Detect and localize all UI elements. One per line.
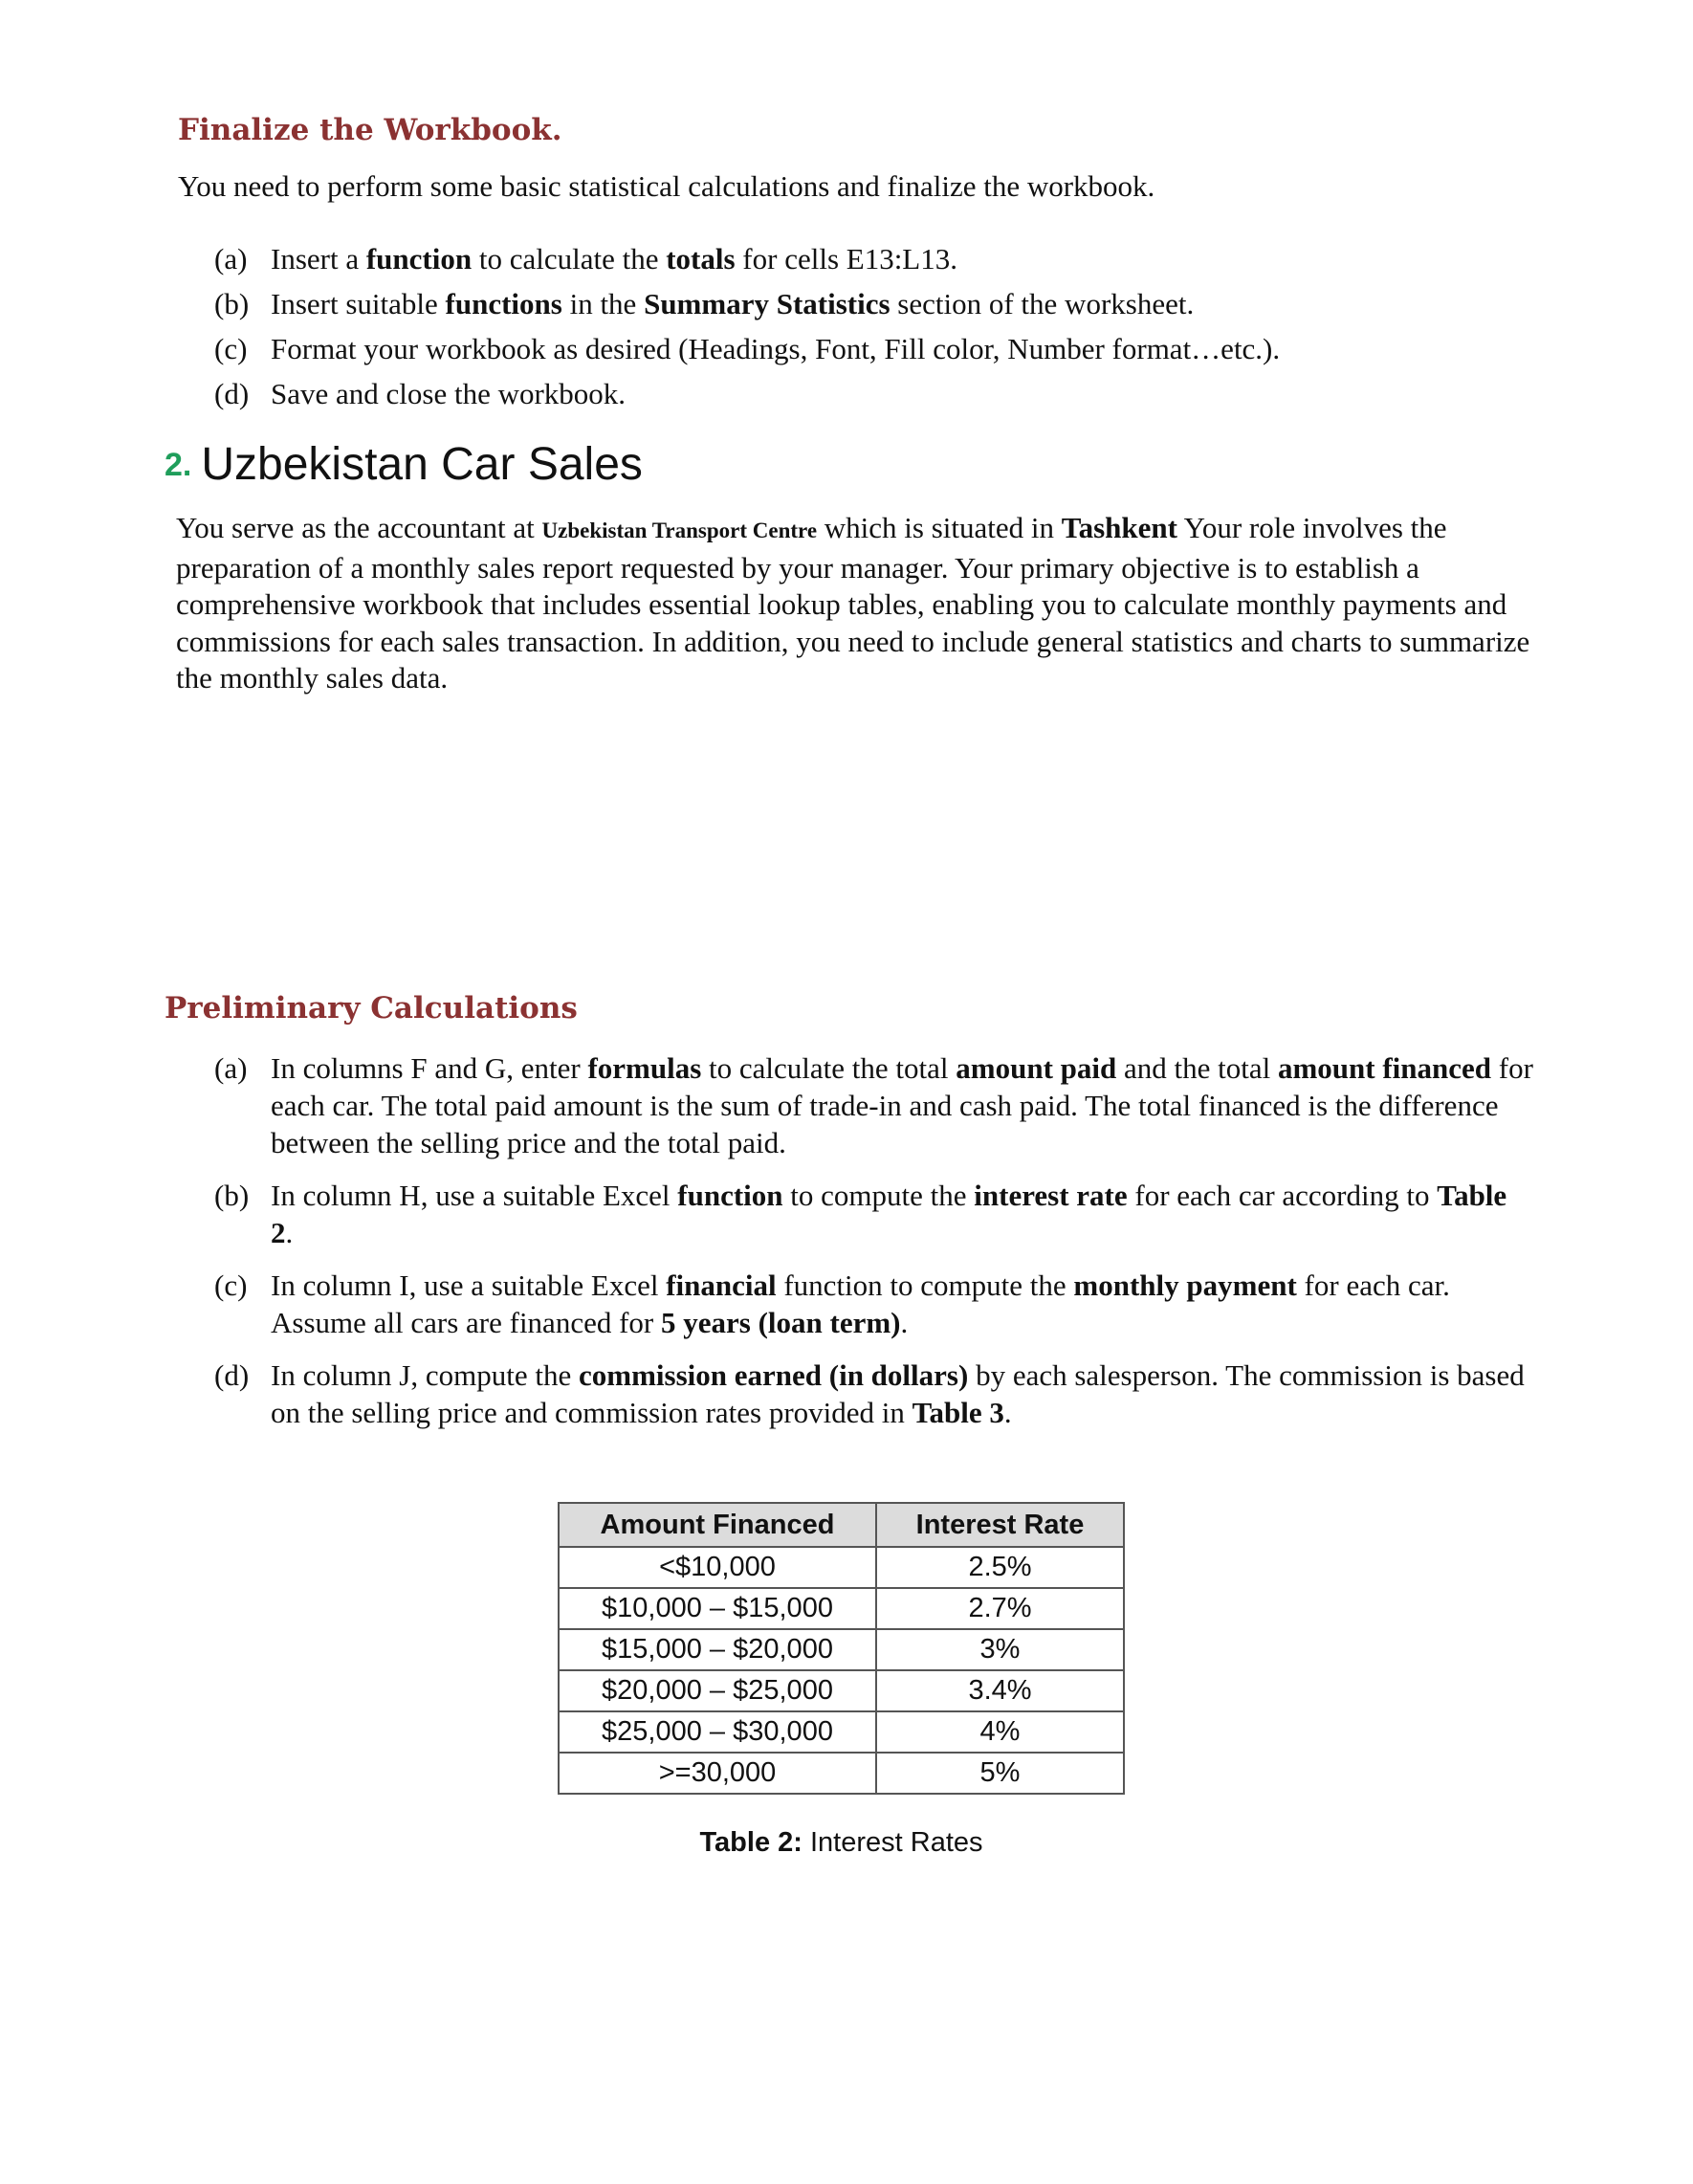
amount-cell: <$10,000 xyxy=(559,1547,876,1588)
amount-cell: >=30,000 xyxy=(559,1753,876,1794)
city-name: Tashkent xyxy=(1061,511,1177,544)
finalize-heading: Finalize the Workbook. xyxy=(178,113,562,147)
rate-cell: 5% xyxy=(876,1753,1124,1794)
section-title xyxy=(165,438,643,491)
rate-cell: 3.4% xyxy=(876,1670,1124,1711)
table-row xyxy=(559,1711,1124,1753)
table-caption: Table 2: Interest Rates xyxy=(699,1827,983,1858)
amount-cell: $10,000 – $15,000 xyxy=(559,1588,876,1629)
finalize-item-d: (d) Save and close the workbook. xyxy=(214,377,627,410)
finalize-intro: You need to perform some basic statistical calculations and finalize the workbook. xyxy=(178,169,1155,203)
preliminary-item-d: (d) In column J, compute the commission earned (in dollars) by each salesperson. The commission is based on the selling price and commission rates provided in Table 3. xyxy=(214,1358,1525,1429)
rate-cell: 2.7% xyxy=(876,1588,1124,1629)
preliminary-item-c: (c) In column I, use a suitable Excel financial function to compute the monthly payment for each car. Assume all cars are financed for 5 years (loan term). xyxy=(214,1268,1450,1339)
table-row xyxy=(559,1670,1124,1711)
company-name: Uzbekistan Transport Centre xyxy=(541,518,818,542)
header-amount-financed: Amount Financed xyxy=(559,1503,876,1547)
preliminary-item-b: (b) In column H, use a suitable Excel function to compute the interest rate for each car according to Table 2. xyxy=(214,1179,1507,1249)
table-header-row xyxy=(559,1503,1124,1547)
finalize-list xyxy=(214,240,1553,420)
section-title-text: Uzbekistan Car Sales xyxy=(201,439,643,490)
table-row xyxy=(559,1547,1124,1588)
section-number: 2. xyxy=(165,447,192,483)
finalize-item-b: (b) Insert suitable functions in the Summary Statistics section of the worksheet. xyxy=(214,287,1195,320)
table-row xyxy=(559,1588,1124,1629)
table-row xyxy=(559,1629,1124,1670)
table-row xyxy=(559,1753,1124,1794)
amount-cell: $25,000 – $30,000 xyxy=(559,1711,876,1753)
rate-cell: 2.5% xyxy=(876,1547,1124,1588)
finalize-item-c: (c) Format your workbook as desired (Headings, Font, Fill color, Number format…etc.). xyxy=(214,332,1281,365)
preliminary-heading: Preliminary Calculations xyxy=(165,991,578,1026)
interest-rates-table xyxy=(558,1502,1125,1795)
amount-cell: $15,000 – $20,000 xyxy=(559,1629,876,1670)
header-interest-rate: Interest Rate xyxy=(876,1503,1124,1547)
amount-cell: $20,000 – $25,000 xyxy=(559,1670,876,1711)
finalize-item-a: (a) Insert a function to calculate the totals for cells E13:L13. xyxy=(214,242,957,276)
rate-cell: 3% xyxy=(876,1629,1124,1670)
intro-paragraph: You serve as the accountant at Uzbekistan Transport Centre which is situated in Tashkent Your role involves the preparation of a monthly sales report requested by your manager. Your primary objective is to establish a comprehensive workbook that includes essential lookup tables, enabling you to calculate monthly payments and commissions for each sales transaction. In addition, you need to include general statistics and charts to summarize the monthly sales data. xyxy=(176,511,1530,695)
rate-cell: 4% xyxy=(876,1711,1124,1753)
preliminary-list xyxy=(214,1049,1534,1446)
preliminary-item-a: (a) In columns F and G, enter formulas to calculate the total amount paid and the total amount financed for each car. The total paid amount is the sum of trade-in and cash paid. The total financed is the difference between the selling price and the total paid. xyxy=(214,1051,1533,1159)
